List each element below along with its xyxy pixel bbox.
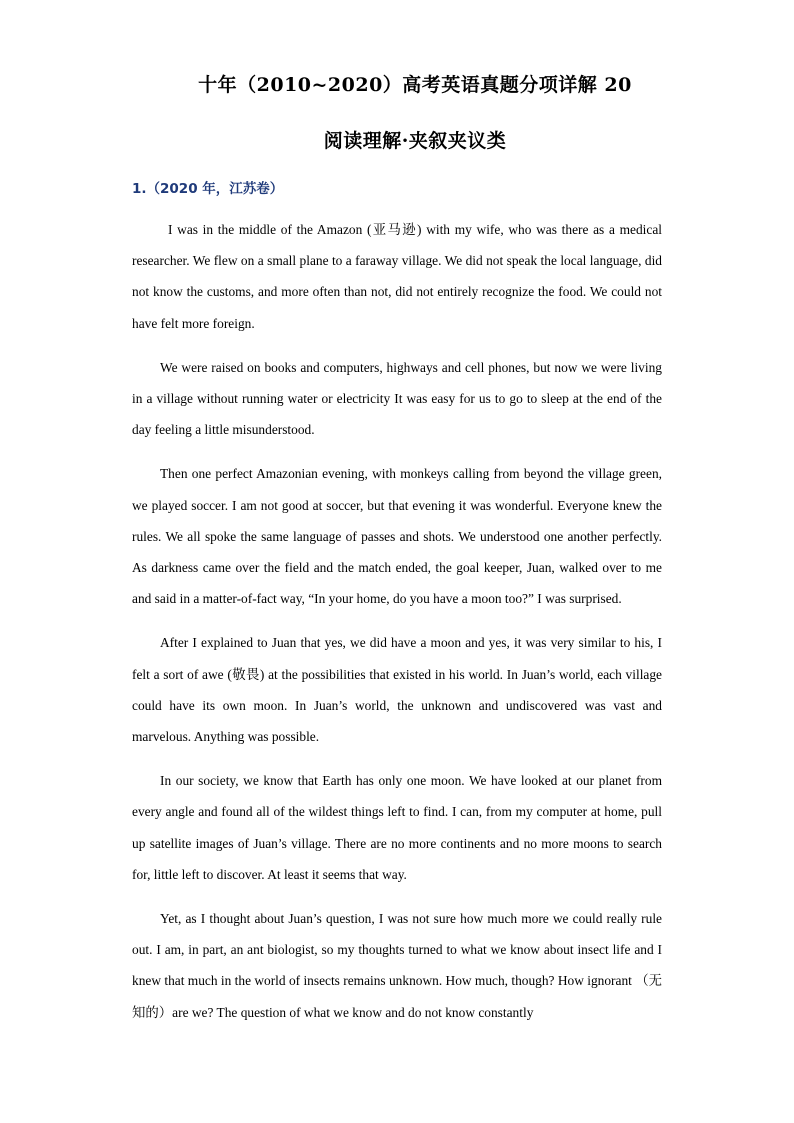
- reading-passage: [132, 214, 662, 1041]
- passage-paragraph-4: After I explained to Juan that yes, we did have a moon and yes, it was very similar to his, I felt a sort of awe (敬畏) at the possibilities that existed in his world. In Juan’s world, each village could have its own moon. In Juan’s world, the unknown and undiscovered was vast and marvelous. Anything was possible.: [132, 635, 662, 745]
- document-subtitle: 阅读理解·夹叙夹议类: [323, 130, 507, 152]
- passage-paragraph-1: I was in the middle of the Amazon (亚马逊) with my wife, who was there as a medical researcher. We flew on a small plane to a faraway village. We did not speak the local language, did not know the customs, and more often than not, did not entirely recognize the food. We could not have felt more foreign.: [132, 222, 662, 331]
- passage-paragraph-3: Then one perfect Amazonian evening, with monkeys calling from beyond the village green, we played soccer. I am not good at soccer, but that evening it was wonderful. Everyone knew the rules. We all spoke the same language of passes and shots. We understood one another perfectly. As darkness came over the field and the match ended, the goal keeper, Juan, walked over to me and said in a matter-of-fact way, “In your home, do you have a moon too?” I was surprised.: [132, 466, 662, 607]
- passage-paragraph-5: In our society, we know that Earth has only one moon. We have looked at our planet from every angle and found all of the wildest things left to find. I can, from my computer at home, pull up satellite images of Juan’s village. There are no more continents and no more moons to search for, little left to discover. At least it seems that way.: [132, 773, 662, 882]
- passage-paragraph-2: We were raised on books and computers, highways and cell phones, but now we were living in a village without running water or electricity It was easy for us to go to sleep at the end of the day feeling a little misunderstood.: [132, 359, 662, 438]
- passage-paragraph-6: Yet, as I thought about Juan’s question, I was not sure how much more we could really rule out. I am, in part, an ant biologist, so my thoughts turned to what we know about insect life and I knew that much in the world of insects remains unknown. How much, though? How ignorant （无知的）are we? The question of what we know and do not know constantly: [132, 911, 662, 1020]
- question-label: 1.（2020 年，江苏卷）: [132, 181, 284, 197]
- document-title: 十年（2010~2020）高考英语真题分项详解 20: [198, 74, 632, 96]
